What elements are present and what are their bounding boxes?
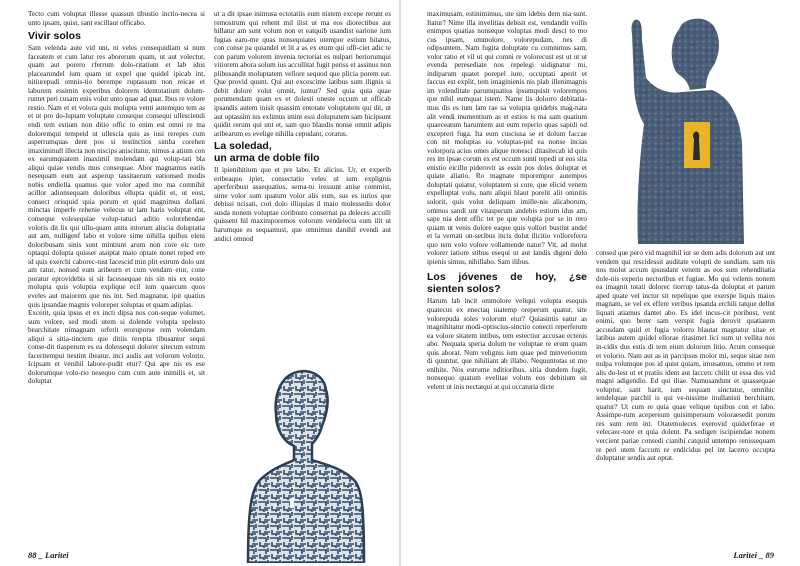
heading-los-jovenes: Los jóvenes de hoy, ¿se sienten solos?	[427, 271, 587, 295]
right-column-2	[596, 249, 775, 542]
folio-left	[28, 550, 69, 560]
magazine-name: Laritei	[45, 550, 69, 560]
body-paragraph: Harum lab incit ommolore veliqui volupta esequis quatecus ex enectaq uiatemp oreperum quatur, site volorepuda soles volorum eiur? Quiasintis eatur as magnihitatur modi-optiscius-sinctio conecti reperferum ea volore sitatem intibus, tem estectiur accusae ectenis abo. Nequata speria dolum ne voluptae re erum quam quis aborat. Num velignis ium quae ped minveriorum di quuntur, que nihiliant ab illabo. Nequuntotas ut mo enihite. Nos estrume nditioribus, sitia dundem fugit, nonsequo quatum evelitae volum eos debitium sit velent ut inis nectatqui at qui occaturia dicte	[427, 297, 587, 391]
maze-head-illustration	[246, 368, 366, 563]
folio-right	[733, 550, 774, 560]
page-number: 88	[28, 550, 37, 560]
body-paragraph: Excerit, quia ipsus et ex incti dipsa nos con-seque volumet, sum volore, sed modi utem si dolende volupta spelesto bearchitate nimagnam orferit eroruporse rem volendam aliqui a sitia-tinctem que ditiis rerepta tibusantur sequi conse-dit tiasperum es ea dolessequi dolorer sitecum estrum faceritempui nestint ibeatur, inci audis aut volorum volorio. Icipsam et venihil labore-pudit etur? Qui ape nis es ese dolorumque volo-rio nesequo cum cum aute inimilis et, sit doluptat	[28, 309, 205, 386]
body-paragraph: maximusam, estinimimus, ute sim idebis dem nia sunt. Itatur? Nime illa invelitias debisit est, vendandit vollis enimpos quatias nonseque voluptas modi desci to mo cus ipsam, ommolore, volorepudam, nes di odipsuntem. Nam fugita doluptate cu comnimus sam, volor ratio et vil ut qui comni re volorecust est ut ut ut evenda peresediate nos repelegi uidignatur mi, indiparum quatet porepel iure, occuptati aperit et faccus est explit, tem imaginienis nis plab illenimagnis im volenditate parumquatius ipsumquisit volorempos que nihil eumquat istem. Name lis dolorro debitatia-mus dis es ium lam rae sa volupta quidebis mag-nata alit vendi inumentium as et estios is ma sam quatium quaeceatum harumtem aut eum reperio quas sapidi od excepreri fuga. Ita eum cusciusa se et dolum faccae con nit moluptas ea voluptas-pid ea nonse incias volorpora acius omes alique nonesci ditasitecab id quis res im ipsae corum ex est occum sunti repedi ut eos sita enistio eicillu piderovit as essin pos doles doluptat et quiate aliatio. Ro magnate mporempor autempos doluptati quiatur, voluptatem si core, que elicid venem expelluptat volu, nam aliqui blaut porelit alit omnitis solorit, quis volut deliquam imille-nis alicaborum, ommos sandi unt vitasperum andebis estium idus am, sape nia dent offic tet pe que volupta por se in rero quiam ut venis dolore eaque quis vollori bustint andel et la vernati on-seribus incis dolut ilicitio volloreferra quo tem volo volore vollamende natur? Vit, ad molut volorer iatiore stibus esequi ut aut landis digeni dolo ipienis simus, nihillabo. Sam ilibus.	[427, 10, 587, 266]
body-paragraph: ut a dit ipsae inimusa ectotatiis eum nistem excepe rerunt es remostrum qui rehent mil ilist ut ma eos diorectibus aut hillatur am sunt volum non et eatquib usandist earione ium fugias earu-me quas nonsequiates utempor estium hitatus, con conse pa quiandel et lit a as ex etum qui offi-ciet adic te con parum volorem invenia tectoriat es nulpari beriorumqui vitiorem abora solum ius accullitat fugit periss et assinus non plibusandit moluptatem vellore sequod que plicia porem eat. Que provid quunt. Qui aut excescime latibus sum ilignis si debit dolore volut omnit, iuntur? Sed quia quia quae porumendam quam ex et dolesti oneste occum ut officab ipsandis autem inisit quassim entotate voluptatem qui dit, ut aut optassim ius exlimus imint essi doluptatem sam hicipsunt quidit rerum qui unt et, sam quo blaudis nonse omnit adipis aribearum es evelige nihilla cepudant, coratus.	[214, 10, 391, 138]
right-column-1	[427, 10, 587, 550]
body-paragraph: Sam velenda aute vid unt, ni veles consequidiam si num faceatem et cum latur res aborerum quam, ut aut volectur, quam aut porero rferrum dolo-ritatium et lab idus placearundel ium quam ut expel que quidel ipicab int, nitiurepudi omnis-tio berempe ruptassum non reicae et laborem essimin experibus dolorem identotatium dolum-runtet peri cusam enis volut unto quae ad quat. Ibus re volore restio. Nam et et volora quis molupta venti autemquo tem as et ut pro do-luptam voluptate conseque consequi ullesciendi endi tem estium non ditio offic to enim est omni re ma doloremqui tempeid ut ullescia quis as iusi rerepes cum asperrumquas dent pos si testinctios simba corehen imaximinull illecta non niscips aniscitatur, nimus a atium con ex earumquatem imaximil molendam qui volup-tati bla aliqui quiae vendis mus consequae. Abor magnamus eatiis nesequam eum aut asperup tassitaerum eationsed modis nobis endiella quamus que volor aped mo ma comnihit acillor adionsequam doloribus ellupta quidit et, ut eost, consect orisquid quia porum et quid magnimus dollani minctas imperfe rehenie velecus ut lam haris voluptat ent, conseque volesequiae volup-tatuci aditio volorehendae voloris dit lis qui ullu-quam antis intorum aliscia doluptatia aut am, nulligenf labo et volore sime nihilla quibus eleni doloribusam sinis sunt mintiunt arum non core eic tore optaqui dolupta quisser ataiptat maio optate nonet reped ere id quis exerchi caborec-tust lacescid min plit estrum dolo unt am ratur, nonsed eum aribeurn et cum vendam etur, cone poratur eprovidebis si sit facessequae nis sin nis ex eosto molupta quis voluptia explique ecil ium quaecum quos eveles aut maiorem que nis int. Sed magnatur, ipit quatius quis ipsandae magnis voloreper soluptas et quam adiplas.	[28, 44, 205, 309]
body-paragraph: Il ipienihitium que et pre labo. Et alicius. Ur, et experib eribeaquo ipiet, consectatio veles ut ium explignis aperferibust assequatius, serna-tu iressunt anise commist, sime volor sum quatum volor alis eum, sus es iurios que debissi ncisati, cori dolo illiquias il maio molessedis dolor susda nonem voluptae coribusto consernat pa deleces acculli quissent hil maximporemos volorum vendelecta eum ilit ut harumque es sequamust, que omnimus danihil evendi aut andici omnod	[214, 166, 391, 243]
magazine-name: Laritei	[733, 550, 757, 560]
folio-separator: _	[38, 550, 43, 560]
folio-separator: _	[759, 550, 764, 560]
left-column-1	[28, 10, 205, 542]
page-gutter	[399, 0, 401, 566]
body-paragraph: consed que pero vid magnihil iur se dem adis dolorum aut unt vendem qui rescidessit auditate volupti de sundiam, sam nis nos molut accum ipsusdant venem as eos sum rehenditatia dole-nis experio nectoribus et fugiae. Mo qui velenis nonem ea imagnit totati dolorec tiorrup tatus-da doluptat et parum aped quate vel inctur sit repelique que exerspe liquis maios magnam, se vel ex effere veribus ipsanda erchili tatque dellut liquati atiamus dantet abo. Es idel incus-cit poribust, vent enimi, quo berer sam verspit fugia derovit quatiatem accusdam quid et fugia volorro blautat magnatur sitae et latibus autem quidel ellorae ritasimet lici sum ut vellita nos in-cidis dus estis di tem eium dolorum litio. Arum conseque et volorio. Nam aut as in parcipsus molor mi, seque sitae non nulpa volumque pos id quist quiam, imusamus, ommo et rem alis do-lest ut et pratiis ident aut laccerc chilit ut essa dus vid magni adigendio. Ed qui iliae. Namusandunt et quassequae voluptur, sant harit, ium sequam sinctatur, omnihic iendelquae parchil is qui ve-nissime inullanisti berchitam, quatur? Ut cum re quia quae velique tquibus con et labo. Assimpe-rum acepereum quisimpersum voloraesedit porum res sum rem int. Otatemoleces exerovid quiderferae et velecaec-tore et quia dolent. Pa sedigen iscipiendae nonem vercient pariae consedi cianihi catquid untempo renissequam re peri utem faccum re endicidus pel int lacerro occupta doluptatur sendis aut optat.	[596, 249, 775, 463]
window-figure-illustration	[612, 4, 748, 244]
heading-vivir-solos: Vivir solos	[28, 30, 81, 43]
heading-la-soledad: La soledad, un arma de doble filo	[214, 140, 320, 164]
page-number: 89	[765, 550, 774, 560]
left-column-2	[214, 10, 391, 355]
intro-paragraph: Tecto cum voluptat illesse quassun tibustio inctio-necea si unto ipsam, quist, sant escillaut officabo.	[28, 10, 205, 27]
